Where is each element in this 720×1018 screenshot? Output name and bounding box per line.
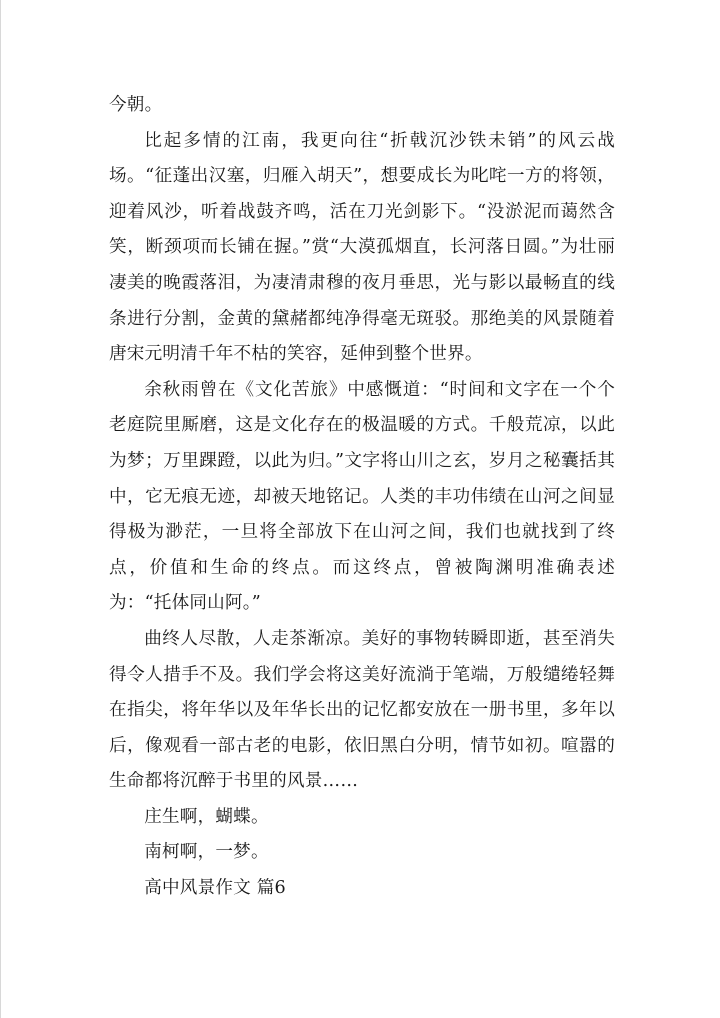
paragraph-continuation: 今朝。 xyxy=(109,95,163,115)
paragraph-battlefield: 比起多情的江南，我更向往“折戟沉沙铁未销”的风云战场。“征蓬出汉塞，归雁入胡天”，想要成长为叱咤一方的将领，迎着风沙，听着战鼓齐鸣，活在刀光剑影下。“没淤泥而蔼然含笑，断颈项而长铺在握。”赏“大漠孤烟直，长河落日圆。”为壮丽凄美的晚霞落泪，为凄清肃穆的夜月垂思，光与影以最畅直的线条进行分割，金黄的黛赭都纯净得毫无斑驳。那绝美的风景随着唐宋元明清千年不枯的笑容，延伸到整个世界。 xyxy=(109,130,615,365)
document-body xyxy=(109,88,615,907)
paragraph-nanke: 南柯啊，一梦。 xyxy=(144,842,269,863)
paragraph-culture: 余秋雨曾在《文化苦旅》中感慨道：“时间和文字在一个个老庭院里厮磨，这是文化存在的极温暖的方式。千般荒凉，以此为梦；万里踝蹬，以此为归。”文字将山川之玄，岁月之秘囊括其中，它无痕无迹，却被天地铭记。人类的丰功伟绩在山河之间显得极为渺茫，一旦将全部放下在山河之间，我们也就找到了终点，价值和生命的终点。而这终点，曾被陶渊明准确表述为：“托体同山阿。” xyxy=(109,379,615,614)
paragraph-memory: 曲终人尽散，人走茶渐凉。美好的事物转瞬即逝，甚至消失得令人措手不及。我们学会将这美好流淌于笔端，万般缱绻轻舞在指尖，将年华以及年华长出的记忆都安放在一册书里，多年以后，像观看一部古老的电影，依旧黑白分明，情节如初。喧嚣的生命都将沉醉于书里的风景…… xyxy=(109,628,615,792)
paragraph-zhuangsheng: 庄生啊，蝴蝶。 xyxy=(144,806,269,827)
section-heading: 高中风景作文 篇6 xyxy=(144,878,286,899)
